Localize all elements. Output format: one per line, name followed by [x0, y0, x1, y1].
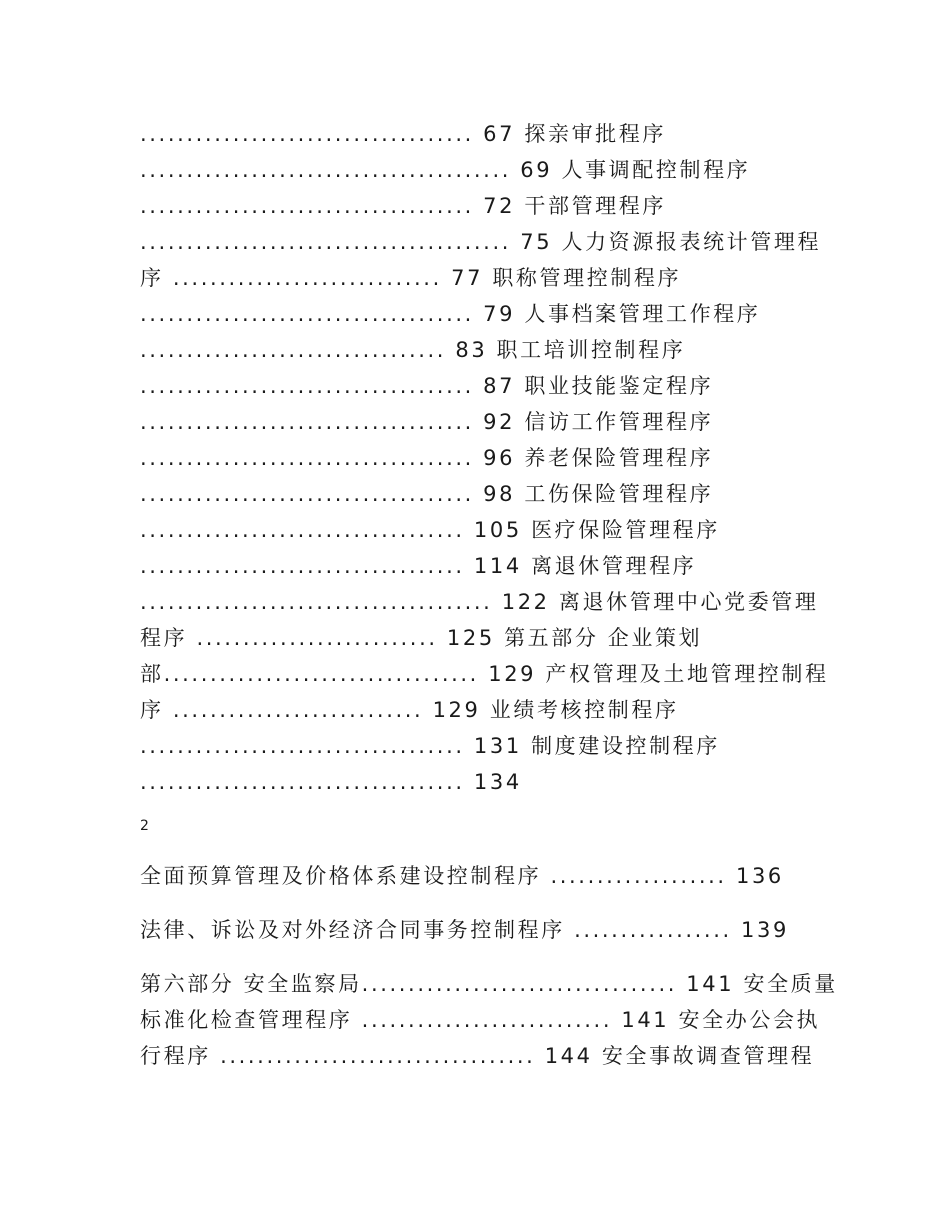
toc-line: 序 ............................. 77 职称管理控制程序 — [140, 266, 682, 290]
toc-line: 程序 .......................... 125 第五部分 企业策划 — [140, 626, 703, 650]
toc-line: 法律、诉讼及对外经济合同事务控制程序 ................. 139 — [140, 918, 789, 942]
toc-line: .................................... 96 养老保险管理程序 — [140, 446, 714, 470]
toc-line: ................................... 131 制度建设控制程序 — [140, 734, 720, 758]
toc-line: .................................... 72 干部管理程序 — [140, 194, 666, 218]
toc-line: 标准化检查管理程序 ........................... 141 安全办公会执 — [140, 1008, 821, 1032]
toc-line: ................................. 83 职工培训控制程序 — [140, 338, 686, 362]
toc-line: .................................... 79 人事档案管理工作程序 — [140, 302, 761, 326]
toc-section-2 — [140, 856, 840, 950]
toc-section-3 — [140, 966, 840, 1074]
toc-line: ................................... 105 医疗保险管理程序 — [140, 518, 720, 542]
toc-line: 部.................................. 129 产权管理及土地管理控制程 — [140, 662, 829, 686]
toc-line: .................................... 87 职业技能鉴定程序 — [140, 374, 714, 398]
page-number: 2 — [140, 818, 149, 834]
toc-line: 行程序 .................................. 144 安全事故调查管理程 — [140, 1044, 815, 1068]
toc-line: .................................... 67 探亲审批程序 — [140, 122, 666, 146]
toc-line: 第六部分 安全监察局.................................. 141 安全质量 — [140, 972, 838, 996]
toc-section-1 — [140, 116, 840, 800]
toc-line: ........................................ 75 人力资源报表统计管理程 — [140, 230, 822, 254]
toc-line: 全面预算管理及价格体系建设控制程序 ................... 136 — [140, 864, 784, 888]
toc-line: ........................................ 69 人事调配控制程序 — [140, 158, 751, 182]
toc-line: .................................... 98 工伤保险管理程序 — [140, 482, 714, 506]
toc-line: ................................... 114 离退休管理程序 — [140, 554, 697, 578]
toc-line: ................................... 134 — [140, 770, 522, 794]
toc-line: ...................................... 122 离退休管理中心党委管理 — [140, 590, 819, 614]
toc-line: 序 ........................... 129 业绩考核控制程序 — [140, 698, 679, 722]
toc-line: .................................... 92 信访工作管理程序 — [140, 410, 714, 434]
